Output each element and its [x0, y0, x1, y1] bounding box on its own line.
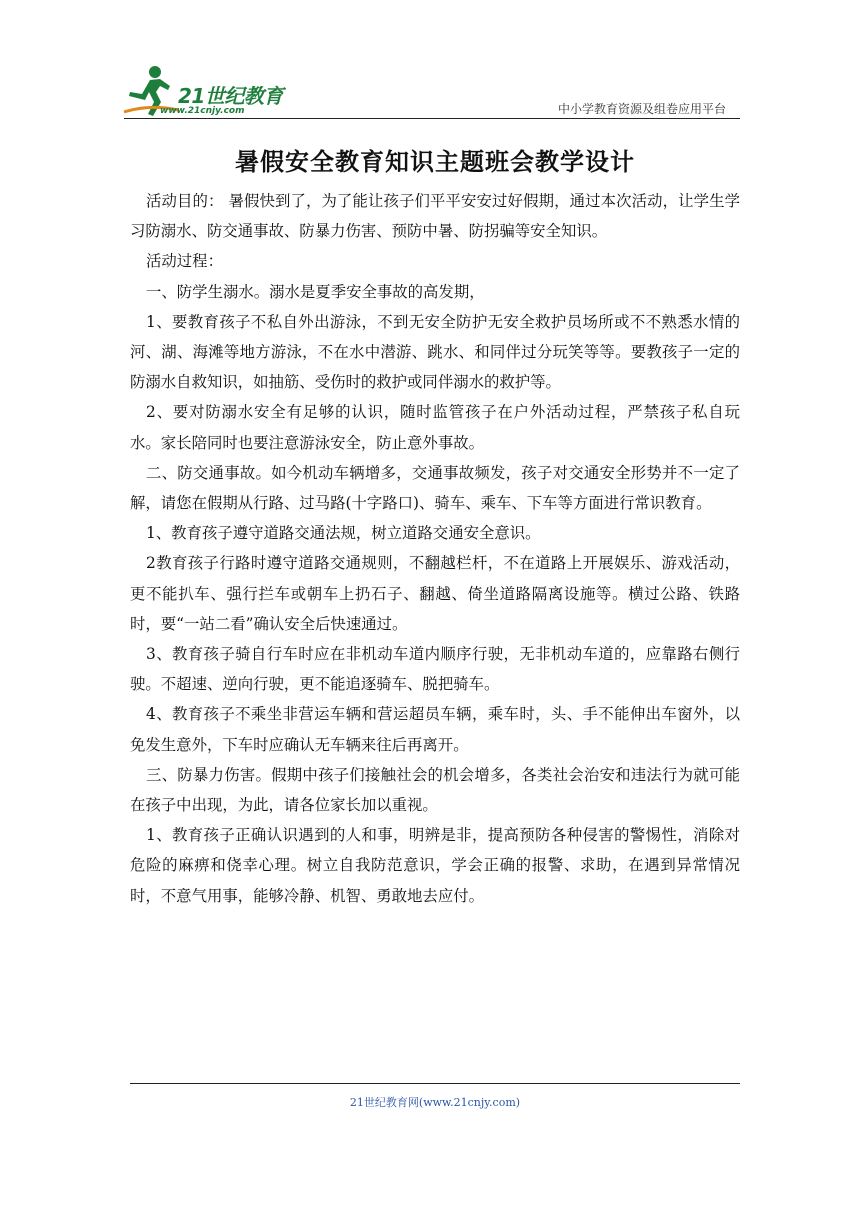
section-heading-drowning: 一、防学生溺水。溺水是夏季安全事故的高发期， — [146, 282, 485, 301]
header-tagline: 中小学教育资源及组卷应用平台 — [557, 102, 726, 116]
paragraph-violence-1: 1、教育孩子正确认识遇到的人和事，明辨是非，提高预防各种侵害的警惕性，消除对危险的麻痹和侥幸心理。树立自我防范意识，学会正确的报警、求助，在遇到异常情况时，不意气用事，能够冷静、机智、勇敢地去应付。 — [130, 826, 740, 905]
document-title: 暑假安全教育知识主题班会教学设计 — [235, 148, 635, 176]
site-logo[interactable] — [120, 62, 300, 120]
logo-url-text: www.21cnjy.com — [160, 106, 245, 116]
header-divider — [124, 118, 740, 119]
page-header — [120, 62, 740, 120]
paragraph-traffic-2: 2教育孩子行路时遵守道路交通规则，不翻越栏杆，不在道路上开展娱乐、游戏活动，更不能扒车、强行拦车或朝车上扔石子、翻越、倚坐道路隔离设施等。横过公路、铁路时，要“一站二看”确认安全后快速通过。 — [130, 554, 740, 633]
paragraph-drowning-1: 1、要教育孩子不私自外出游泳，不到无安全防护无安全救护员场所或不不熟悉水情的河、湖、海滩等地方游泳，不在水中潜游、跳水、和同伴过分玩笑等等。要教孩子一定的防溺水自救知识，如抽筋、受伤时的救护或同伴溺水的救护等。 — [130, 312, 740, 392]
footer-divider — [130, 1083, 740, 1084]
paragraph-traffic-4: 4、教育孩子不乘坐非营运车辆和营运超员车辆，乘车时，头、手不能伸出车窗外，以免发生意外，下车时应确认无车辆来往后再离开。 — [130, 705, 740, 754]
paragraph-purpose: 活动目的： 暑假快到了，为了能让孩子们平平安安过好假期，通过本次活动，让学生学习防溺水、防交通事故、防暴力伤害、预防中暑、防拐骗等安全知识。 — [130, 192, 740, 241]
logo-brand-text: 21世纪教育 — [178, 84, 283, 108]
paragraph-drowning-2: 2、要对防溺水安全有足够的认识，随时监管孩子在户外活动过程，严禁孩子私自玩水。家长陪同时也要注意游泳安全，防止意外事故。 — [130, 403, 740, 452]
paragraph-traffic-1: 1、教育孩子遵守道路交通法规，树立道路交通安全意识。 — [146, 524, 541, 543]
paragraph-process-heading: 活动过程： — [146, 252, 223, 271]
footer-link[interactable]: 21世纪教育网(www.21cnjy.com) — [349, 1096, 521, 1109]
paragraph-traffic-3: 3、教育孩子骑自行车时应在非机动车道内顺序行驶，无非机动车道的，应靠路右侧行驶。不超速、逆向行驶，更不能追逐骑车、脱把骑车。 — [130, 645, 740, 694]
section-heading-violence: 三、防暴力伤害。假期中孩子们接触社会的机会增多，各类社会治安和违法行为就可能在孩子中出现，为此，请各位家长加以重视。 — [130, 765, 740, 815]
document-body — [130, 186, 740, 911]
section-heading-traffic: 二、防交通事故。如今机动车辆增多，交通事故频发，孩子对交通安全形势并不一定了解，请您在假期从行路、过马路(十字路口)、骑车、乘车、下车等方面进行常识教育。 — [130, 463, 740, 513]
